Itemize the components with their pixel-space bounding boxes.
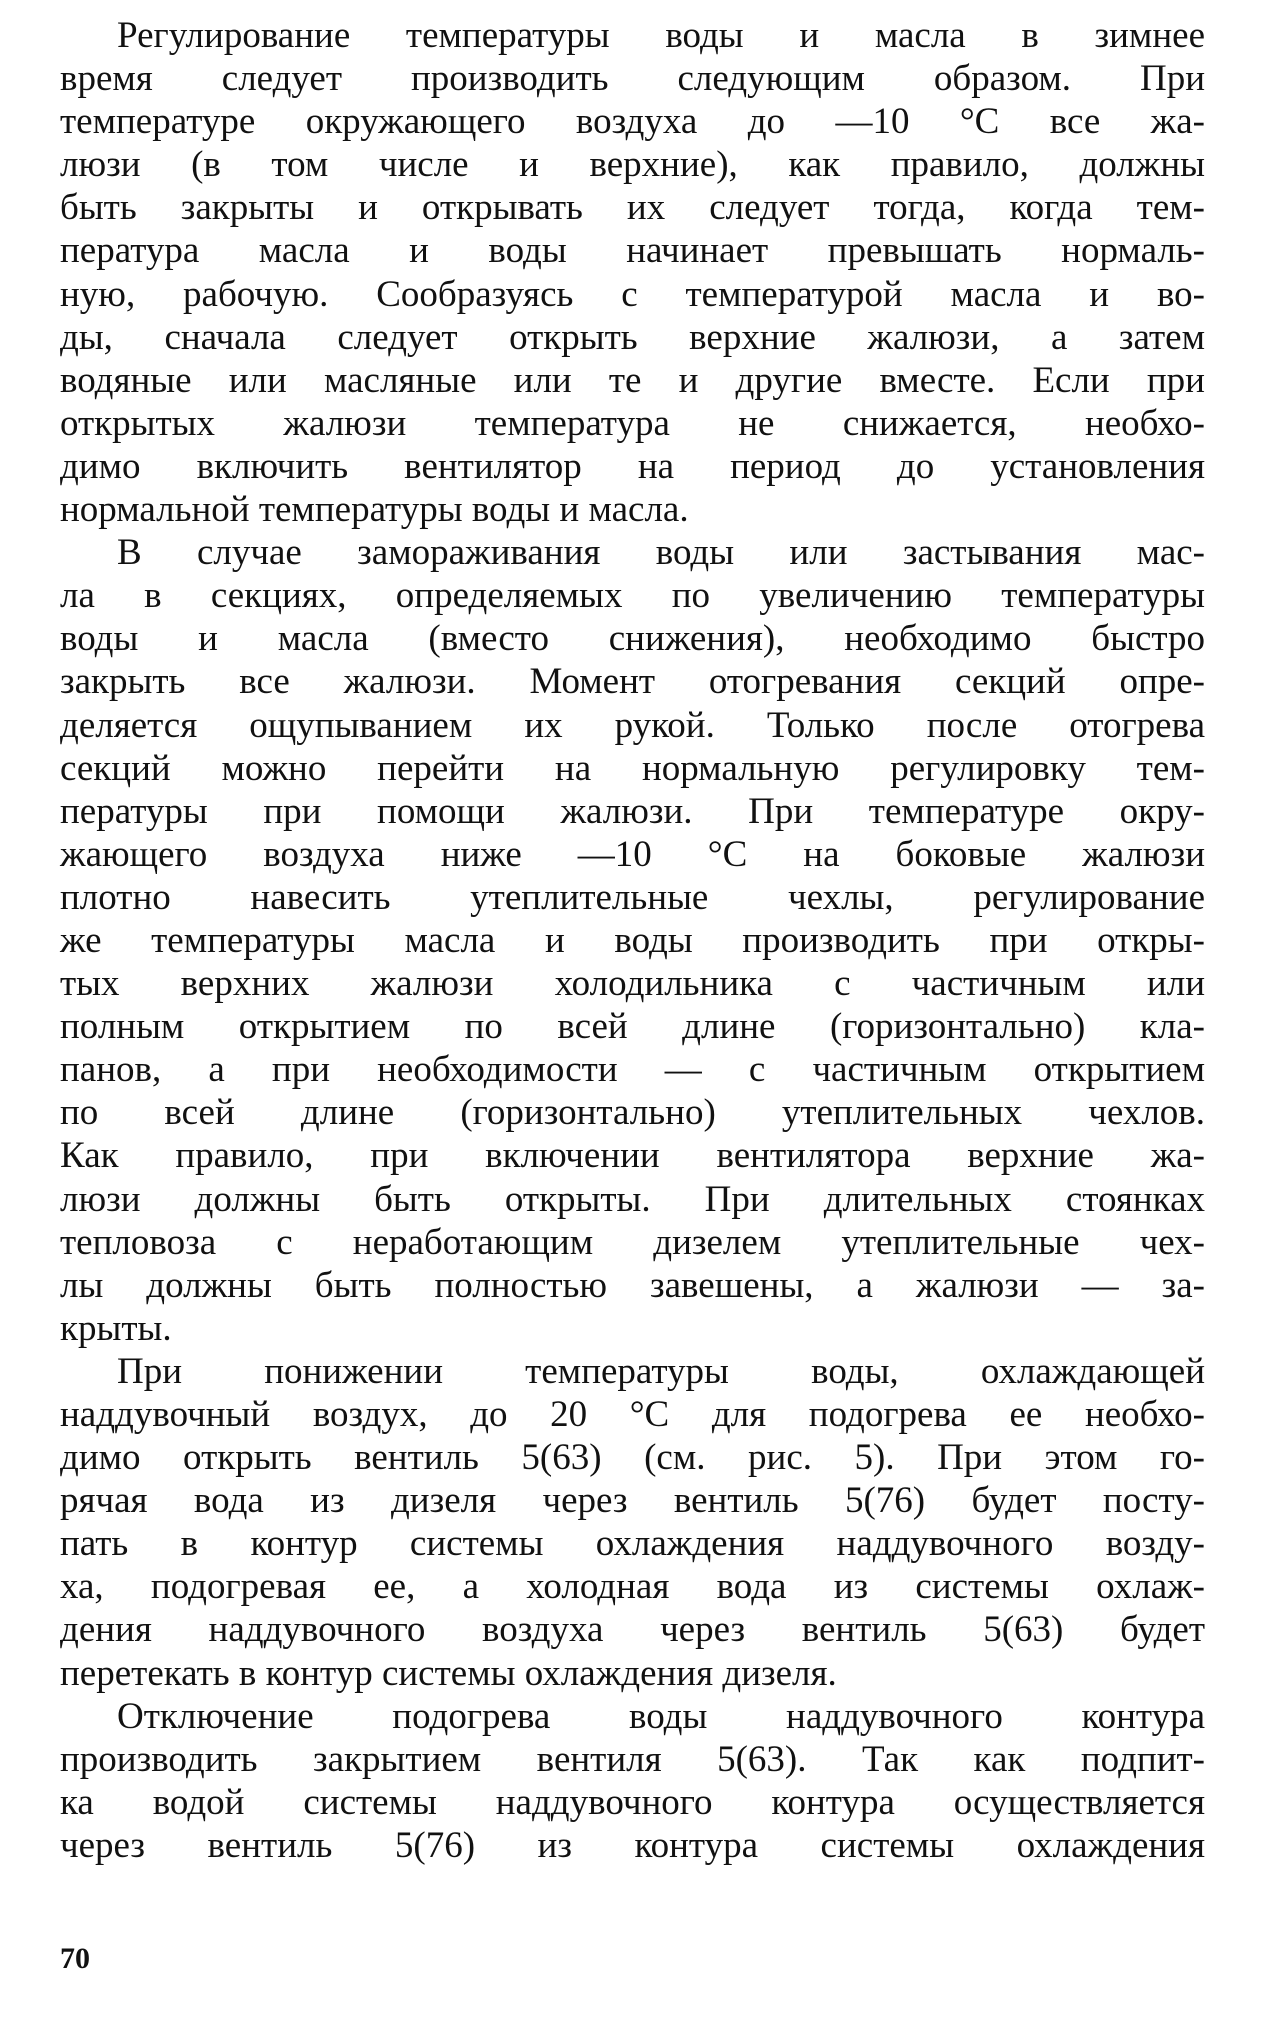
text-line: При понижении температуры воды, охлаждающей — [117, 1350, 1205, 1392]
text-line: панов, а при необходимости — с частичным открытием — [60, 1049, 1205, 1091]
text-line: ную, рабочую. Сообразуясь с температурой масла и во- — [60, 273, 1205, 315]
paragraph-1 — [60, 14, 1205, 531]
text-line: деляется ощупыванием их рукой. Только после отогрева — [60, 704, 1205, 746]
text-line: ла в секциях, определяемых по увеличению температуры — [60, 575, 1205, 617]
text-line: закрыть все жалюзи. Момент отогревания секций опре- — [60, 661, 1205, 703]
text-line: воды и масла (вместо снижения), необходимо быстро — [60, 618, 1205, 660]
text-line: ды, сначала следует открыть верхние жалюзи, а затем — [60, 316, 1205, 358]
text-line: по всей длине (горизонтально) утеплительных чехлов. — [60, 1092, 1205, 1134]
text-line: быть закрыты и открывать их следует тогда, когда тем- — [60, 187, 1205, 229]
paragraph-2 — [60, 531, 1205, 1350]
text-line: через вентиль 5(76) из контура системы охлаждения — [60, 1824, 1205, 1866]
text-line: секций можно перейти на нормальную регулировку тем- — [60, 747, 1205, 789]
text-line: крыты. — [60, 1307, 172, 1349]
text-line: нормальной температуры воды и масла. — [60, 489, 689, 531]
text-line: Отключение подогрева воды наддувочного контура — [117, 1695, 1205, 1737]
body-text — [60, 14, 1205, 1867]
text-line: время следует производить следующим образом. При — [60, 58, 1205, 100]
text-line: ка водой системы наддувочного контура осуществляется — [60, 1781, 1205, 1823]
text-line: производить закрытием вентиля 5(63). Так как подпит- — [60, 1738, 1205, 1780]
paragraph-3 — [60, 1350, 1205, 1695]
text-line: водяные или масляные или те и другие вместе. Если при — [60, 359, 1205, 401]
text-line: наддувочный воздух, до 20 °С для подогрева ее необхо- — [60, 1394, 1205, 1435]
text-line: перетекать в контур системы охлаждения дизеля. — [60, 1652, 837, 1694]
text-line: пературы при помощи жалюзи. При температуре окру- — [60, 790, 1205, 832]
text-line: В случае замораживания воды или застывания мас- — [117, 532, 1205, 574]
text-line: температуре окружающего воздуха до —10 °С все жа- — [60, 101, 1205, 143]
text-line: открытых жалюзи температура не снижается, необхо- — [60, 402, 1205, 444]
text-line: Регулирование температуры воды и масла в зимнее — [117, 15, 1205, 56]
text-line: тых верхних жалюзи холодильника с частичным или — [60, 963, 1205, 1005]
text-line: димо включить вентилятор на период до установления — [60, 445, 1205, 487]
text-line: люзи (в том числе и верхние), как правило, должны — [60, 144, 1205, 186]
text-line: же температуры масла и воды производить при откры- — [60, 919, 1205, 961]
text-line: плотно навесить утеплительные чехлы, регулирование — [60, 876, 1205, 918]
text-line: пать в контур системы охлаждения наддувочного возду- — [60, 1523, 1205, 1565]
page-number: 70 — [60, 1942, 90, 1975]
paragraph-4 — [60, 1695, 1205, 1867]
text-line: жающего воздуха ниже —10 °С на боковые жалюзи — [60, 833, 1205, 875]
text-line: лы должны быть полностью завешены, а жалюзи — за- — [60, 1264, 1205, 1306]
text-line: ха, подогревая ее, а холодная вода из системы охлаж- — [60, 1566, 1205, 1608]
text-line: тепловоза с неработающим дизелем утеплительные чех- — [60, 1221, 1205, 1263]
text-line: люзи должны быть открыты. При длительных стоянках — [60, 1178, 1205, 1220]
text-line: Как правило, при включении вентилятора верхние жа- — [60, 1135, 1205, 1177]
text-line: димо открыть вентиль 5(63) (см. рис. 5). При этом го- — [60, 1437, 1205, 1479]
text-line: дения наддувочного воздуха через вентиль 5(63) будет — [60, 1609, 1205, 1651]
text-line: пература масла и воды начинает превышать нормаль- — [60, 230, 1205, 272]
text-line: полным открытием по всей длине (горизонтально) кла- — [60, 1006, 1205, 1048]
text-line: рячая вода из дизеля через вентиль 5(76) будет посту- — [60, 1480, 1205, 1522]
